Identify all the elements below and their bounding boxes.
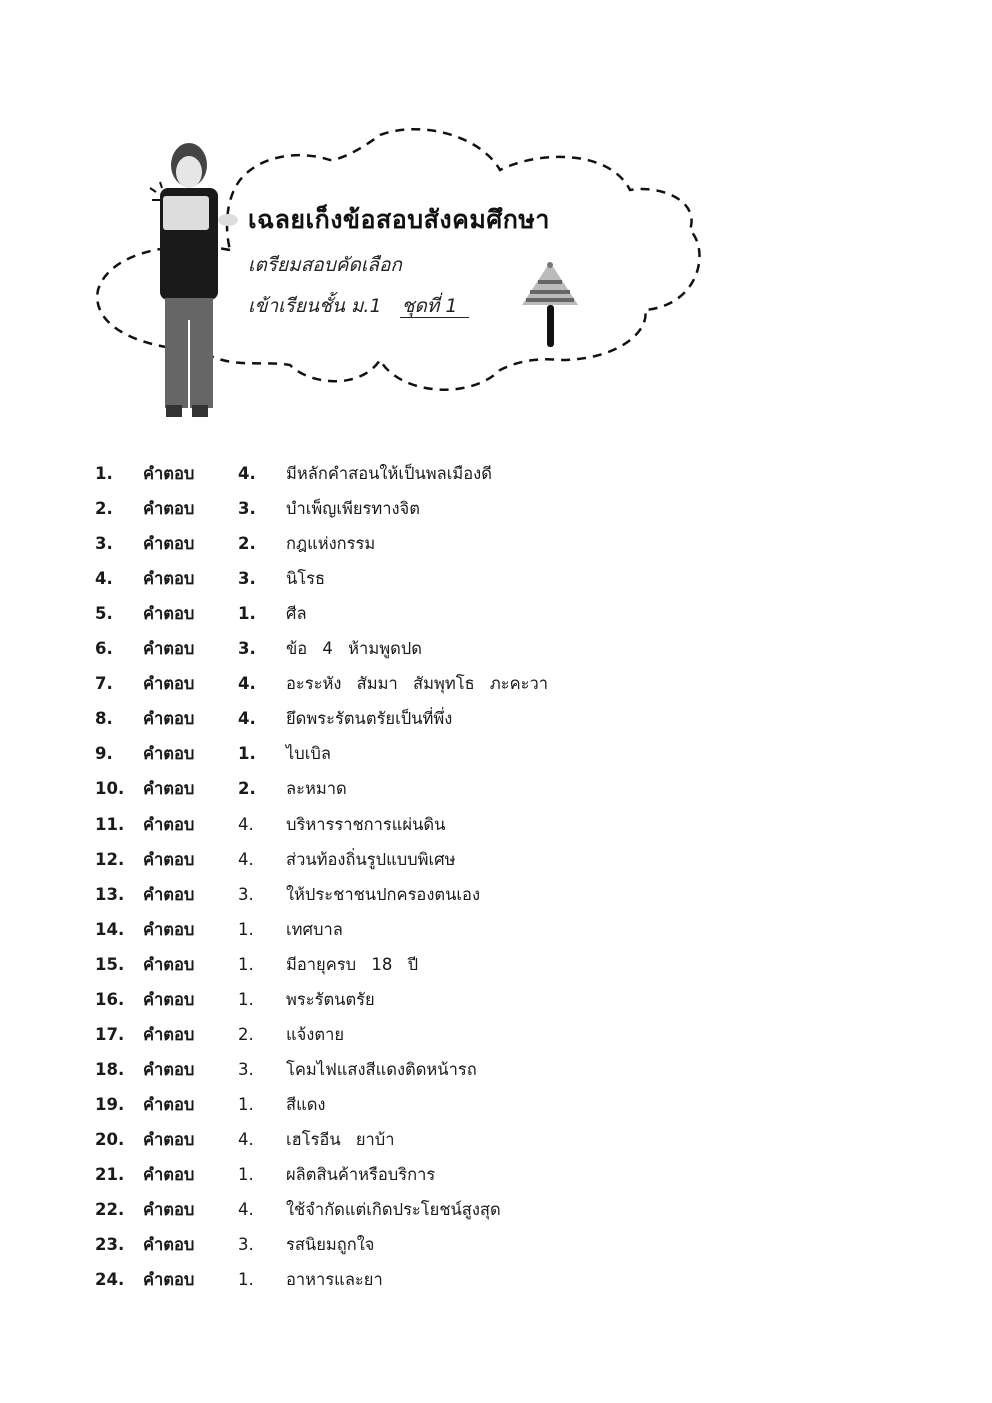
answer-choice: 3. xyxy=(238,569,256,589)
answer-text: ไบเบิล xyxy=(286,744,331,764)
answer-choice: 3. xyxy=(238,1235,254,1255)
question-number: 14. xyxy=(95,919,125,939)
answer-label: คำตอบ xyxy=(143,1235,195,1255)
answer-label: คำตอบ xyxy=(143,954,195,974)
answer-text: ใช้จำกัดแต่เกิดประโยชน์สูงสุด xyxy=(286,1200,501,1220)
answer-choice: 4. xyxy=(238,849,254,869)
answer-text: บำเพ็ญเพียรทางจิต xyxy=(286,499,420,519)
answer-choice: 3. xyxy=(238,884,254,904)
tree-illustration-icon xyxy=(522,262,578,347)
answer-text: ศีล xyxy=(286,604,307,624)
answer-text: ส่วนท้องถิ่นรูปแบบพิเศษ xyxy=(286,849,456,869)
answer-text: ยึดพระรัตนตรัยเป็นที่พึ่ง xyxy=(286,709,453,729)
answer-row xyxy=(0,494,800,524)
answer-row xyxy=(0,1020,800,1050)
answer-text: ให้ประชาชนปกครองตนเอง xyxy=(286,884,481,904)
answer-text: ผลิตสินค้าหรือบริการ xyxy=(286,1165,436,1184)
question-number: 6. xyxy=(95,639,113,659)
question-number: 9. xyxy=(95,744,113,764)
answer-row xyxy=(0,459,800,489)
question-number: 2. xyxy=(95,499,113,519)
question-number: 16. xyxy=(95,989,125,1009)
answer-label: คำตอบ xyxy=(143,779,195,799)
question-number: 17. xyxy=(95,1024,125,1044)
answer-row xyxy=(0,634,800,664)
answer-row xyxy=(0,1160,800,1190)
answer-choice: 3. xyxy=(238,639,256,659)
page-title: เฉลยเก็งข้อสอบสังคมศึกษา xyxy=(248,205,550,234)
answer-text: มีอายุครบ 18 ปี xyxy=(286,954,419,974)
question-number: 19. xyxy=(95,1094,125,1114)
answer-text: ข้อ 4 ห้ามพูดปด xyxy=(286,639,422,659)
answer-label: คำตอบ xyxy=(143,1129,195,1149)
subtitle: เตรียมสอบคัดเลือก xyxy=(248,254,402,276)
question-number: 10. xyxy=(95,779,125,799)
answer-label: คำตอบ xyxy=(143,744,195,764)
answer-text: โคมไฟแสงสีแดงติดหน้ารถ xyxy=(286,1059,477,1079)
answer-label: คำตอบ xyxy=(143,534,195,554)
answer-text: อาหารและยา xyxy=(286,1270,383,1290)
answer-row xyxy=(0,1055,800,1085)
question-number: 18. xyxy=(95,1059,125,1079)
question-number: 7. xyxy=(95,674,113,694)
answer-choice: 1. xyxy=(238,919,254,939)
answer-label: คำตอบ xyxy=(143,674,195,694)
answer-choice: 1. xyxy=(238,744,256,764)
answer-choice: 4. xyxy=(238,674,256,694)
question-number: 11. xyxy=(95,814,125,834)
question-number: 5. xyxy=(95,604,113,624)
answer-choice: 1. xyxy=(238,1165,254,1184)
answer-choice: 2. xyxy=(238,779,256,799)
answer-label: คำตอบ xyxy=(143,1059,195,1079)
question-number: 21. xyxy=(95,1165,125,1184)
answer-label: คำตอบ xyxy=(143,569,195,589)
answer-row xyxy=(0,915,800,945)
answer-row xyxy=(0,1125,800,1155)
answer-label: คำตอบ xyxy=(143,1200,195,1220)
answer-row xyxy=(0,774,800,804)
answer-text: รสนิยมถูกใจ xyxy=(286,1235,375,1255)
answer-text: เฮโรอีน ยาบ้า xyxy=(286,1129,395,1149)
set-number: ชุดที่ 1 xyxy=(400,295,470,318)
question-number: 20. xyxy=(95,1129,125,1149)
answer-text: มีหลักคำสอนให้เป็นพลเมืองดี xyxy=(286,464,492,483)
answer-label: คำตอบ xyxy=(143,1094,195,1114)
answer-text: กฎแห่งกรรม xyxy=(286,534,376,554)
answer-text: ละหมาด xyxy=(286,779,347,799)
answer-choice: 1. xyxy=(238,1094,254,1114)
answer-choice: 3. xyxy=(238,499,256,519)
answer-label: คำตอบ xyxy=(143,709,195,729)
answer-label: คำตอบ xyxy=(143,639,195,659)
answer-choice: 2. xyxy=(238,1024,254,1044)
answer-row xyxy=(0,739,800,769)
answer-choice: 4. xyxy=(238,1200,254,1220)
answer-label: คำตอบ xyxy=(143,884,195,904)
answer-row xyxy=(0,564,800,594)
answer-text: บริหารราชการแผ่นดิน xyxy=(286,814,446,834)
answer-label: คำตอบ xyxy=(143,1024,195,1044)
answer-label: คำตอบ xyxy=(143,919,195,939)
question-number: 1. xyxy=(95,464,113,483)
answer-text: พระรัตนตรัย xyxy=(286,989,375,1009)
answer-choice: 1. xyxy=(238,954,254,974)
answer-row xyxy=(0,529,800,559)
question-number: 23. xyxy=(95,1235,125,1255)
question-number: 22. xyxy=(95,1200,125,1220)
answer-row xyxy=(0,845,800,875)
question-number: 24. xyxy=(95,1270,125,1290)
answer-row xyxy=(0,880,800,910)
answer-row xyxy=(0,1195,800,1225)
answer-text: นิโรธ xyxy=(286,569,326,589)
level-text: เข้าเรียนชั้น ม.1 xyxy=(248,295,382,317)
answer-row xyxy=(0,985,800,1015)
answer-choice: 1. xyxy=(238,989,254,1009)
question-number: 3. xyxy=(95,534,113,554)
answer-text: แจ้งตาย xyxy=(286,1024,345,1044)
answer-choice: 4. xyxy=(238,814,254,834)
answer-row xyxy=(0,704,800,734)
answer-choice: 2. xyxy=(238,534,256,554)
answer-row xyxy=(0,669,800,699)
answer-choice: 4. xyxy=(238,709,256,729)
answer-row xyxy=(0,1230,800,1260)
question-number: 12. xyxy=(95,849,125,869)
answer-choice: 1. xyxy=(238,1270,254,1290)
question-number: 4. xyxy=(95,569,113,589)
answer-choice: 1. xyxy=(238,604,256,624)
answer-row xyxy=(0,1090,800,1120)
level-line xyxy=(248,291,469,321)
answer-row xyxy=(0,810,800,840)
answer-label: คำตอบ xyxy=(143,989,195,1009)
answer-text: อะระหัง สัมมา สัมพุทโธ ภะคะวา xyxy=(286,674,549,694)
question-number: 8. xyxy=(95,709,113,729)
answer-label: คำตอบ xyxy=(143,814,195,834)
answer-label: คำตอบ xyxy=(143,604,195,624)
answer-choice: 4. xyxy=(238,464,256,483)
answer-choice: 4. xyxy=(238,1129,254,1149)
answer-text: สีแดง xyxy=(286,1094,326,1114)
answer-label: คำตอบ xyxy=(143,1270,195,1290)
person-illustration-icon xyxy=(150,143,238,417)
question-number: 15. xyxy=(95,954,125,974)
answer-row xyxy=(0,599,800,629)
answer-label: คำตอบ xyxy=(143,499,195,519)
answer-choice: 3. xyxy=(238,1059,254,1079)
answer-row xyxy=(0,950,800,980)
answer-label: คำตอบ xyxy=(143,464,195,483)
answer-row xyxy=(0,1265,800,1295)
answer-label: คำตอบ xyxy=(143,849,195,869)
question-number: 13. xyxy=(95,884,125,904)
answer-label: คำตอบ xyxy=(143,1165,195,1184)
answer-text: เทศบาล xyxy=(286,919,343,939)
